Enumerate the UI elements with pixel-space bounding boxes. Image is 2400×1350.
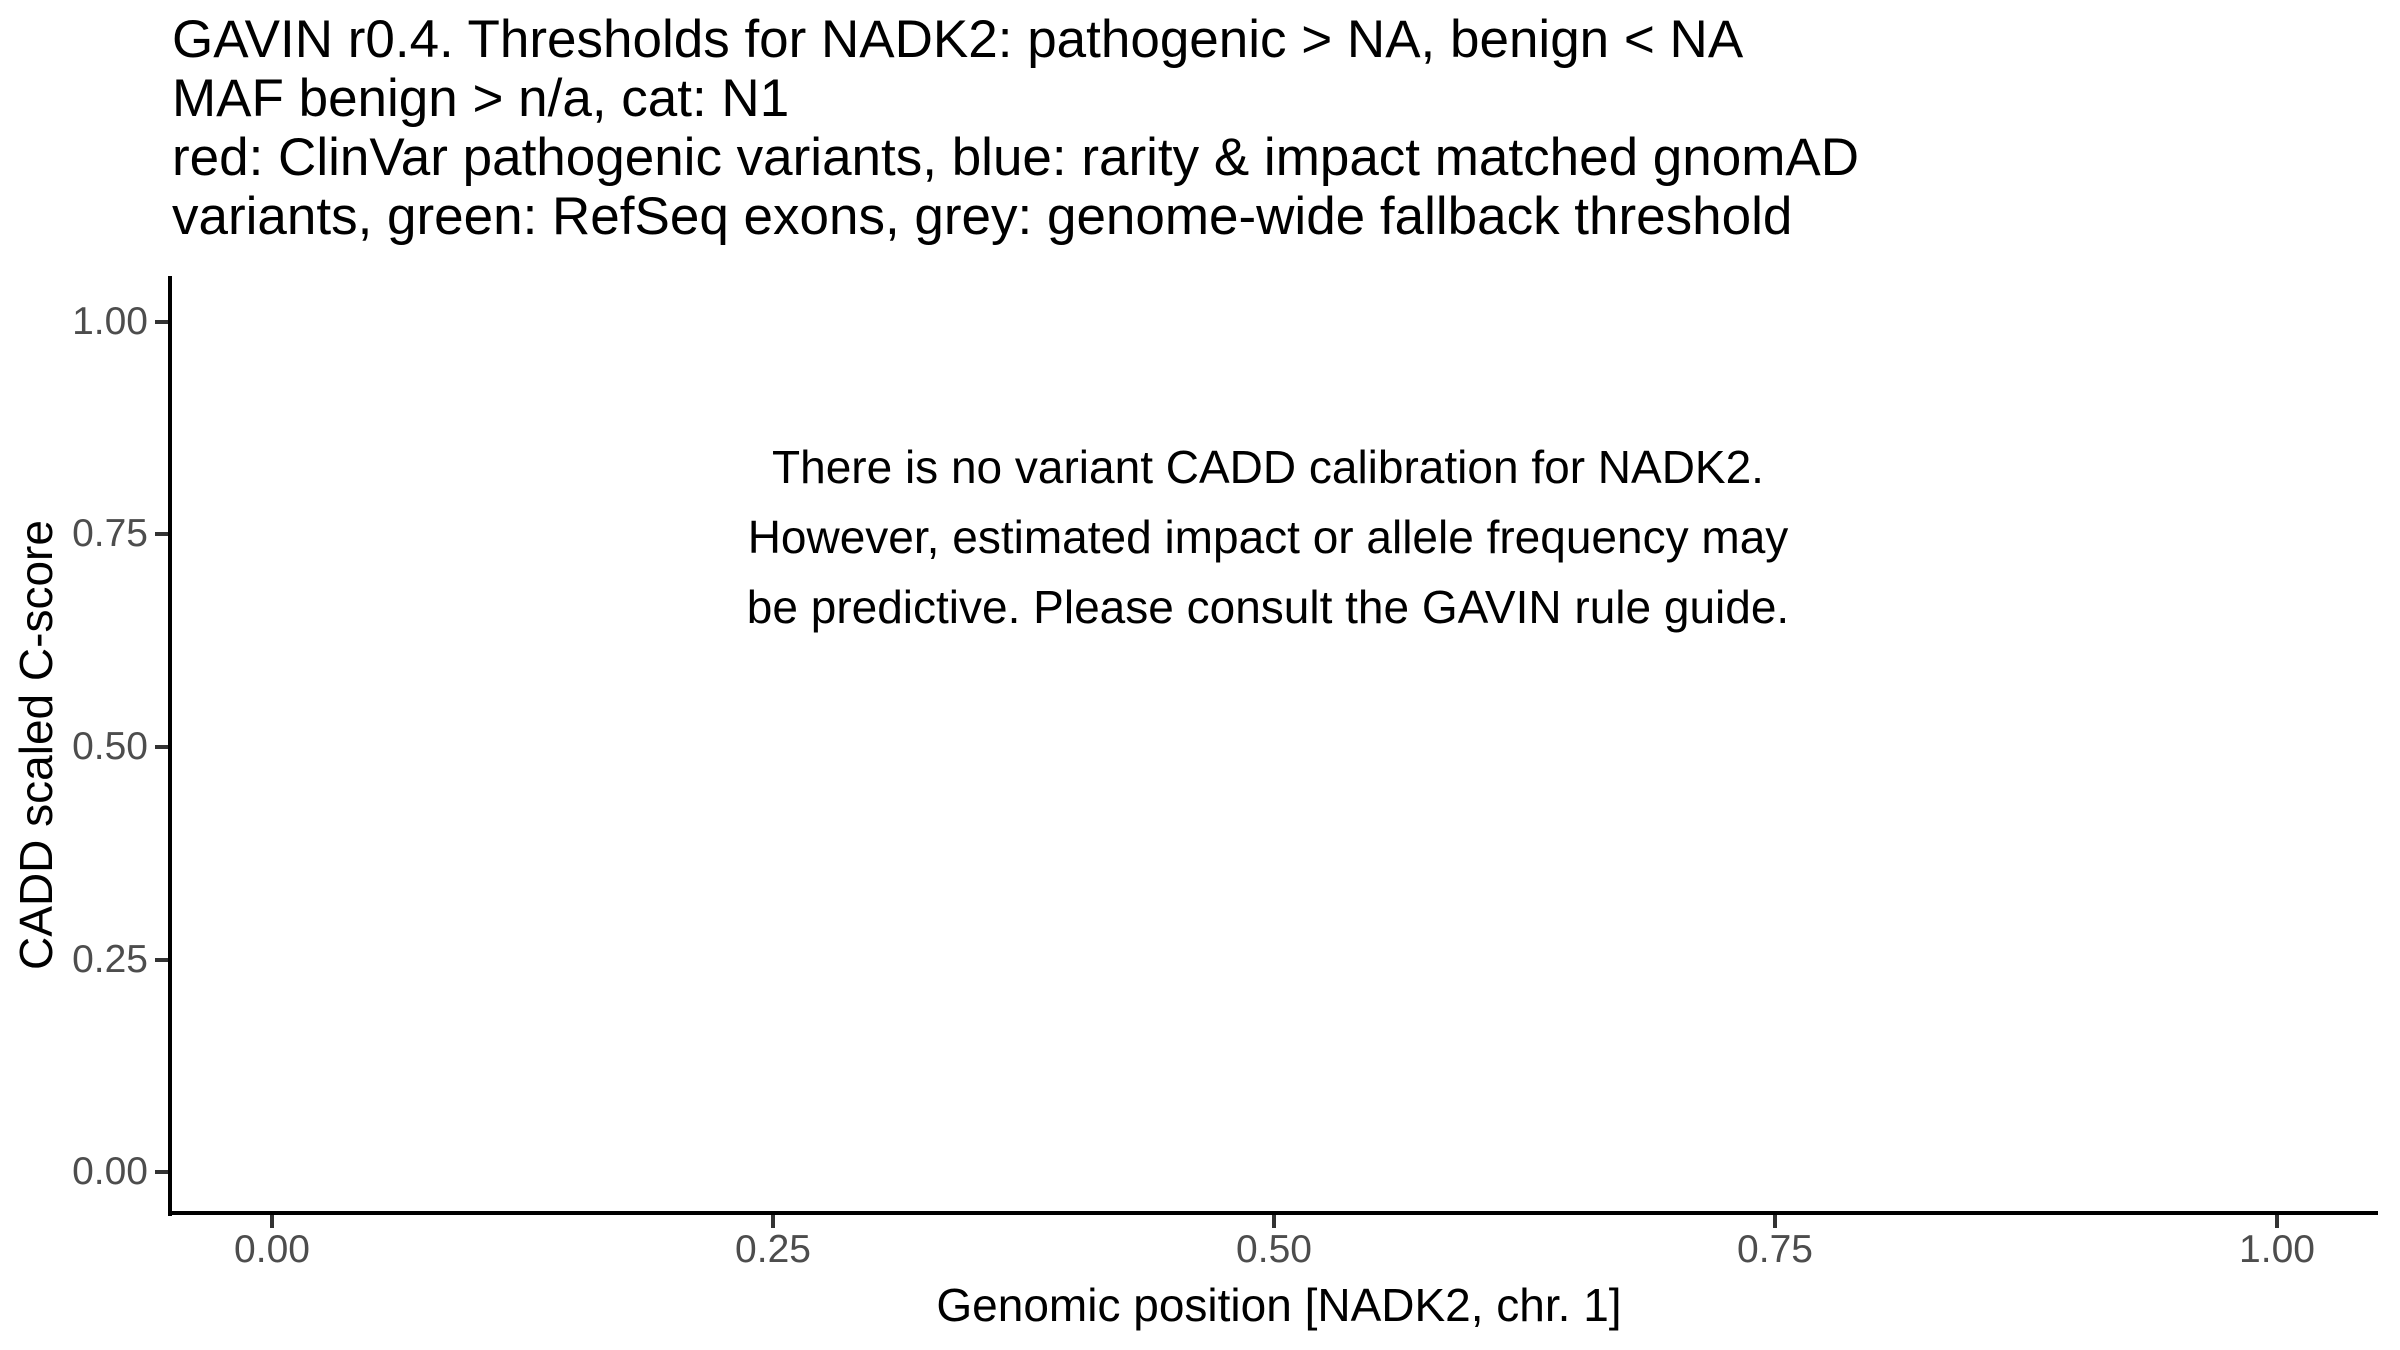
y-axis-line (168, 276, 172, 1216)
annotation-line-2: However, estimated impact or allele frequency may (747, 511, 1789, 563)
annotation-line-3: be predictive. Please consult the GAVIN rule guide. (746, 581, 1790, 633)
y-tick-label: 0.25 (72, 938, 148, 981)
x-tick-mark (771, 1215, 775, 1228)
plot-title (172, 10, 1859, 246)
no-calibration-annotation (668, 432, 1868, 642)
x-tick-mark (270, 1215, 274, 1228)
y-tick-mark (155, 745, 168, 749)
x-tick-mark (1773, 1215, 1777, 1228)
y-tick-label: 1.00 (72, 300, 148, 343)
y-tick-label: 0.00 (72, 1150, 148, 1193)
plot-title-line-4: variants, green: RefSeq exons, grey: genome-wide fallback threshold (172, 187, 1793, 246)
y-tick-mark (155, 320, 168, 324)
plot-title-line-2: MAF benign > n/a, cat: N1 (172, 69, 790, 128)
plot-title-line-3: red: ClinVar pathogenic variants, blue: rarity & impact matched gnomAD (172, 128, 1859, 187)
x-tick-label: 0.00 (234, 1228, 310, 1271)
x-tick-mark (2275, 1215, 2279, 1228)
y-tick-label: 0.75 (72, 512, 148, 555)
y-tick-mark (155, 958, 168, 962)
y-axis-title: CADD scaled C-score (10, 520, 62, 970)
x-tick-label: 0.25 (735, 1228, 811, 1271)
x-tick-mark (1272, 1215, 1276, 1228)
x-tick-label: 0.75 (1737, 1228, 1813, 1271)
x-tick-label: 1.00 (2239, 1228, 2315, 1271)
y-tick-mark (155, 1170, 168, 1174)
x-tick-label: 0.50 (1236, 1228, 1312, 1271)
annotation-line-1: There is no variant CADD calibration for NADK2. (772, 441, 1764, 493)
y-tick-label: 0.50 (72, 725, 148, 768)
plot-title-line-1: GAVIN r0.4. Thresholds for NADK2: pathogenic > NA, benign < NA (172, 10, 1744, 69)
y-tick-mark (155, 532, 168, 536)
x-axis-title: Genomic position [NADK2, chr. 1] (936, 1279, 1622, 1331)
